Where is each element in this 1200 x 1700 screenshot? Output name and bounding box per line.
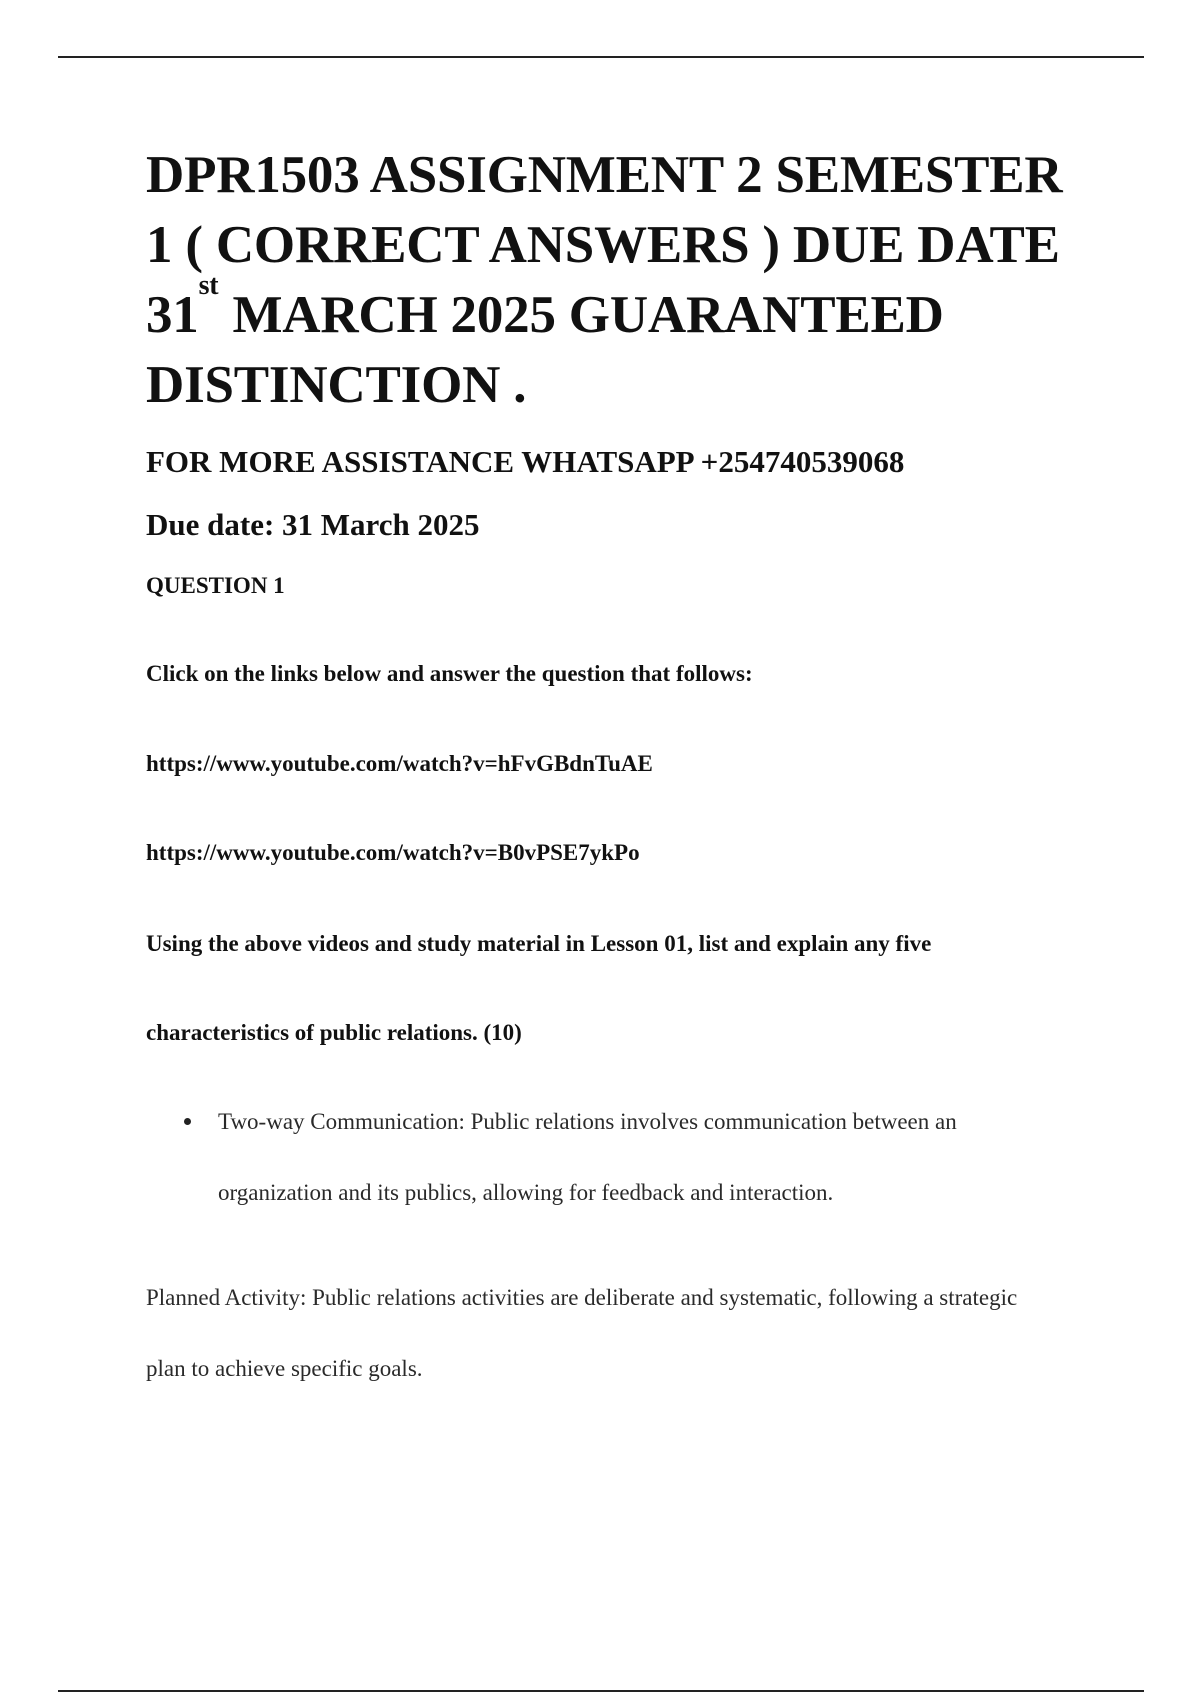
top-rule [58,56,1144,58]
title-line-4: DISTINCTION . [146,356,527,414]
title-line-2: 1 ( CORRECT ANSWERS ) DUE DATE [146,216,1060,274]
title-date-suffix: st [198,270,219,301]
video-link-1[interactable]: https://www.youtube.com/watch?v=hFvGBdnTuAE [146,751,653,776]
title-line-1: DPR1503 ASSIGNMENT 2 SEMESTER [146,146,1063,204]
bottom-rule [58,1690,1144,1692]
answer-line-2: organization and its publics, allowing for feedback and interaction. [218,1180,834,1205]
question-heading: QUESTION 1 [146,573,285,598]
title-line-3 [146,270,1096,350]
answer-paragraph [146,1262,1096,1404]
answer-item [146,1086,1096,1228]
assistance-contact: FOR MORE ASSISTANCE WHATSAPP +254740539068 [146,444,905,479]
paragraph-line-2: plan to achieve specific goals. [146,1356,423,1381]
due-date: Due date: 31 March 2025 [146,507,480,542]
paragraph-line-1: Planned Activity: Public relations activities are deliberate and systematic, following a strategic [146,1285,1018,1310]
answer-line-1: Two-way Communication: Public relations involves communication between an [218,1109,957,1134]
question-prompt-line-2: characteristics of public relations. (10) [146,1020,522,1045]
video-link-2[interactable]: https://www.youtube.com/watch?v=B0vPSE7ykPo [146,840,640,865]
title-date-number: 31 [146,286,199,344]
question-instruction: Click on the links below and answer the question that follows: [146,661,753,686]
question-prompt-line-1: Using the above videos and study material in Lesson 01, list and explain any five [146,931,932,956]
title-line-3-rest: MARCH 2025 GUARANTEED [232,286,944,344]
document-title [146,140,1096,420]
answer-list [146,1106,1096,1228]
bullet-icon [184,1118,191,1125]
